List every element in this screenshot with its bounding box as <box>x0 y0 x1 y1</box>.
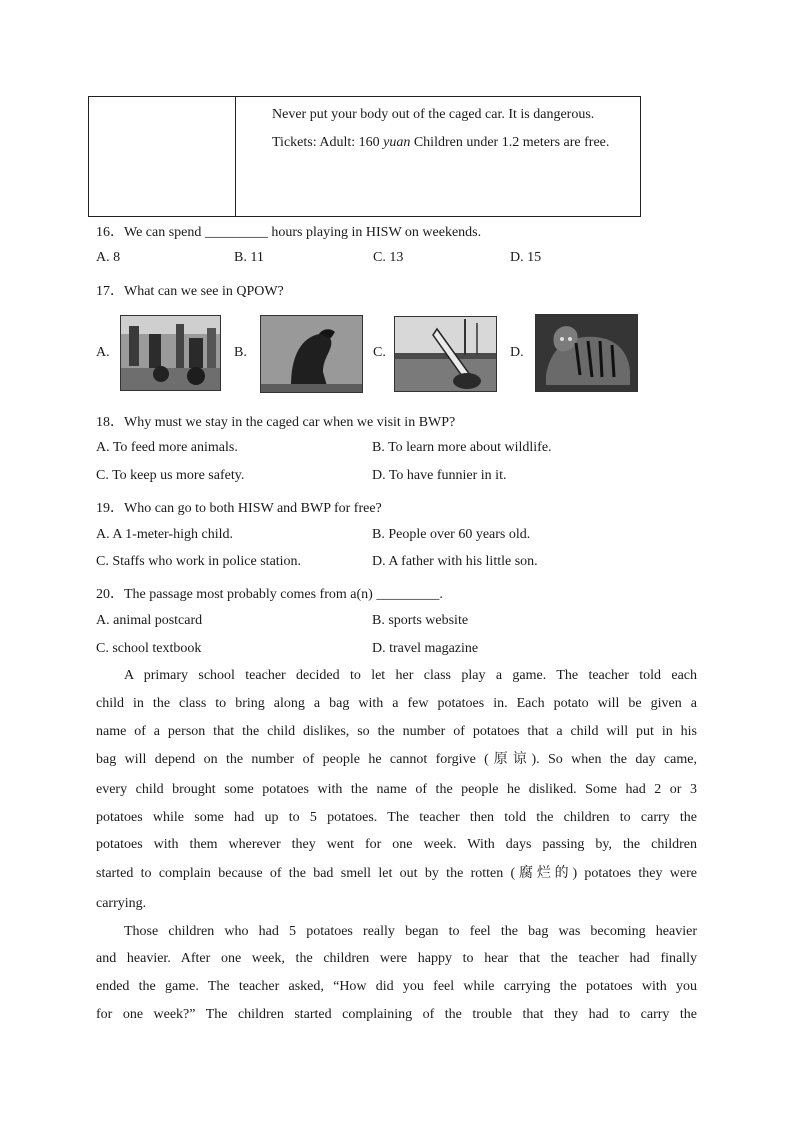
q20-option-c[interactable]: C. school textbook <box>96 641 202 656</box>
q17-option-d[interactable]: D. <box>510 345 524 360</box>
passage-line: Those children who had 5 potatoes really began to feel the bag was becoming heavier <box>124 924 697 939</box>
q19-option-b[interactable]: B. People over 60 years old. <box>372 527 531 542</box>
q17-option-b[interactable]: B. <box>234 345 247 360</box>
dolphin-harbor-photo[interactable] <box>394 316 497 392</box>
q16-option-d[interactable]: D. 15 <box>510 250 542 265</box>
table-tickets-text: Tickets: Adult: 160 yuan Children under 1.2 meters are free. <box>272 134 610 150</box>
q18-option-b[interactable]: B. To learn more about wildlife. <box>372 440 552 455</box>
passage-line: A primary school teacher decided to let her class play a game. The teacher told each <box>124 668 697 683</box>
table-info-cell <box>243 101 633 156</box>
q18-option-a[interactable]: A. To feed more animals. <box>96 440 238 455</box>
passage-line: and heavier. After one week, the children were happy to hear that the teacher had finally <box>96 951 697 966</box>
passage-line: child in the class to bring along a bag with a few potatoes in. Each potato will be given a <box>96 696 697 711</box>
passage-line: carrying. <box>96 896 147 911</box>
q19-option-a[interactable]: A. A 1-meter-high child. <box>96 527 233 542</box>
q18-option-d[interactable]: D. To have funnier in it. <box>372 468 507 483</box>
question-16-stem: 16．We can spend _________ hours playing in HISW on weekends. <box>96 225 482 240</box>
table-column-divider <box>235 97 236 216</box>
q19-option-d[interactable]: D. A father with his little son. <box>372 554 538 569</box>
sea-lion-photo[interactable] <box>260 315 363 393</box>
question-19-stem: 19．Who can go to both HISW and BWP for free? <box>96 501 382 516</box>
q19-option-c[interactable]: C. Staffs who work in police station. <box>96 554 302 569</box>
passage-line: for one week?” The children started complaining of the trouble that they had to carry the <box>96 1007 697 1022</box>
crowd-street-photo[interactable] <box>120 315 221 391</box>
passage-line: ended the game. The teacher asked, “How did you feel while carrying the potatoes with you <box>96 979 697 994</box>
question-20-stem: 20．The passage most probably comes from a(n) _________. <box>96 587 443 602</box>
table-warning-text: Never put your body out of the caged car. It is dangerous. <box>272 107 595 122</box>
q20-option-a[interactable]: A. animal postcard <box>96 613 203 628</box>
question-17-stem: 17．What can we see in QPOW? <box>96 284 284 299</box>
q20-option-d[interactable]: D. travel magazine <box>372 641 479 656</box>
tiger-photo[interactable] <box>535 314 638 392</box>
passage-line: potatoes while some had up to 5 potatoes. The teacher then told the children to carry the <box>96 810 697 825</box>
q17-option-c[interactable]: C. <box>373 345 386 360</box>
passage-line: potatoes with them wherever they went for one week. With days passing by, the children <box>96 837 697 852</box>
ticket-info-table <box>88 96 641 217</box>
passage-line: every child brought some potatoes with the name of the people he disliked. Some had 2 or 3 <box>96 782 697 797</box>
q16-option-c[interactable]: C. 13 <box>373 250 404 265</box>
passage-line: started to complain because of the bad smell let out by the rotten (腐烂的) potatoes they were <box>96 866 697 881</box>
q16-option-a[interactable]: A. 8 <box>96 250 121 265</box>
q16-option-b[interactable]: B. 11 <box>234 250 264 265</box>
passage-line: bag will depend on the number of people he cannot forgive (原谅). So when the day came, <box>96 752 697 767</box>
question-18-stem: 18．Why must we stay in the caged car when we visit in BWP? <box>96 415 456 430</box>
q17-option-a[interactable]: A. <box>96 345 110 360</box>
q20-option-b[interactable]: B. sports website <box>372 613 469 628</box>
q18-option-c[interactable]: C. To keep us more safety. <box>96 468 245 483</box>
passage-line: name of a person that the child dislikes, so the number of potatoes that a child will put in his <box>96 724 697 739</box>
